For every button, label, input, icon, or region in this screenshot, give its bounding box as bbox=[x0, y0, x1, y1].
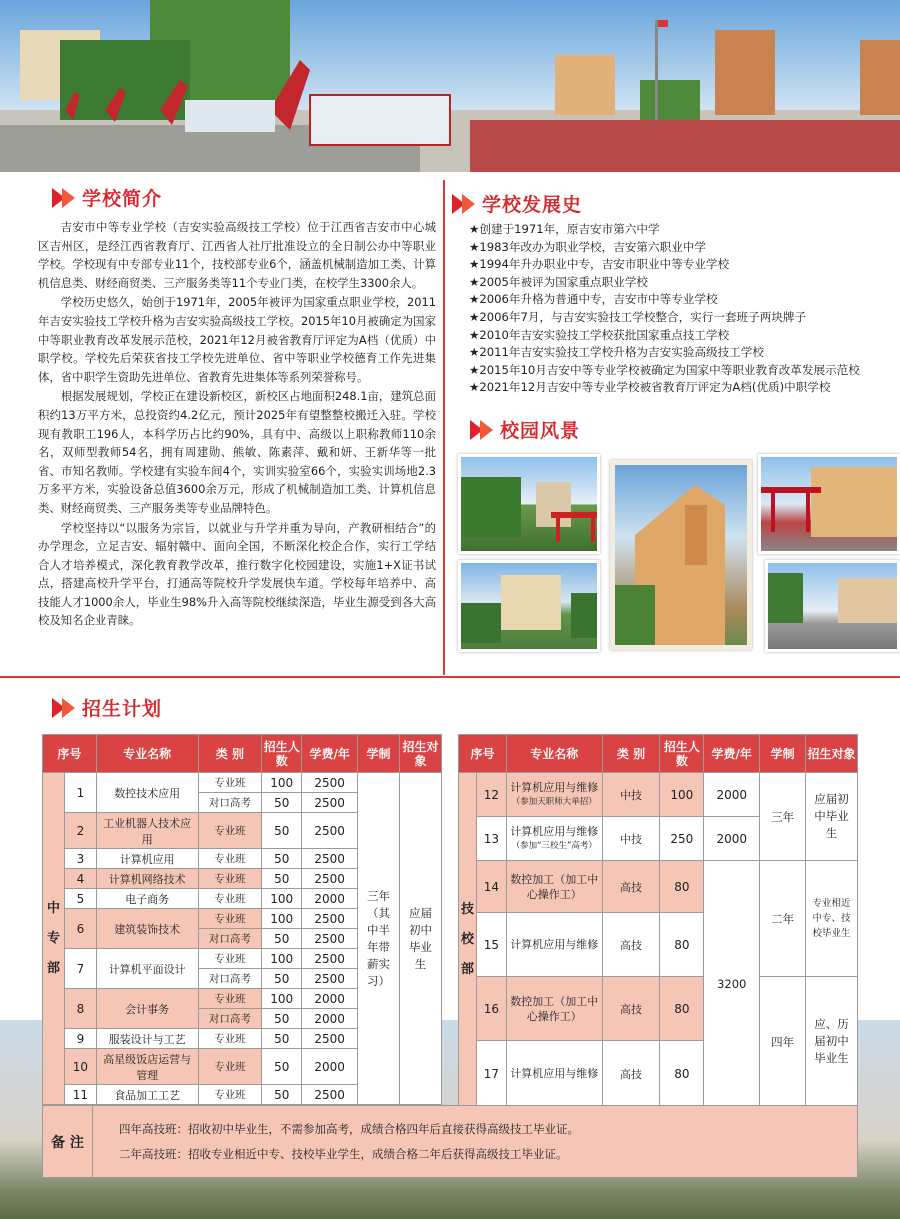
class-type: 专业班 bbox=[198, 1029, 262, 1049]
class-type: 高技 bbox=[602, 1041, 660, 1107]
major-name: 计算机平面设计 bbox=[96, 949, 198, 989]
major-title: 数控加工（加工中心操作工） bbox=[510, 872, 599, 901]
table-row bbox=[459, 773, 858, 817]
row-number: 17 bbox=[476, 1041, 506, 1107]
class-type: 专业班 bbox=[198, 1049, 262, 1085]
tuition-fee: 2500 bbox=[302, 929, 358, 949]
enroll-section-header bbox=[52, 694, 162, 721]
major-name bbox=[506, 1041, 602, 1107]
notes-label: 备 注 bbox=[43, 1106, 93, 1177]
tuition-fee: 3200 bbox=[704, 861, 760, 1107]
division-char: 校 bbox=[460, 931, 474, 947]
row-number: 12 bbox=[476, 773, 506, 817]
row-number: 4 bbox=[64, 869, 96, 889]
class-type: 中技 bbox=[602, 817, 660, 861]
row-number: 7 bbox=[64, 949, 96, 989]
major-name bbox=[506, 861, 602, 913]
enroll-target: 专业相近中专、技校毕业生 bbox=[806, 861, 858, 977]
campus-photo bbox=[610, 460, 752, 650]
class-type: 高技 bbox=[602, 861, 660, 913]
major-name: 服装设计与工艺 bbox=[96, 1029, 198, 1049]
major-name: 工业机器人技术应用 bbox=[96, 813, 198, 849]
major-note: （参加“三校生”高考） bbox=[511, 840, 597, 851]
col-header-count: 招生人数 bbox=[262, 735, 302, 773]
program-years: 三年 bbox=[760, 773, 806, 861]
major-name bbox=[506, 817, 602, 861]
enroll-count: 50 bbox=[262, 793, 302, 813]
campus-section-header bbox=[470, 416, 580, 443]
class-type: 专业班 bbox=[198, 813, 262, 849]
enroll-count: 80 bbox=[660, 1041, 704, 1107]
technical-enrollment-table bbox=[458, 734, 858, 1107]
division-char: 部 bbox=[46, 960, 60, 976]
row-number: 9 bbox=[64, 1029, 96, 1049]
tuition-fee: 2500 bbox=[302, 1085, 358, 1105]
major-name bbox=[506, 913, 602, 977]
tuition-fee: 2500 bbox=[302, 813, 358, 849]
history-section-header bbox=[452, 190, 582, 217]
major-title: 计算机应用与维修 bbox=[510, 824, 599, 838]
enroll-count: 50 bbox=[262, 929, 302, 949]
notes-line: 四年高技班：招收初中毕业生，不需参加高考，成绩合格四年后直接获得高级技工毕业证。 bbox=[119, 1122, 579, 1136]
row-number: 1 bbox=[64, 773, 96, 813]
tuition-fee: 2000 bbox=[704, 773, 760, 817]
col-header-years: 学制 bbox=[760, 735, 806, 773]
row-number: 6 bbox=[64, 909, 96, 949]
row-number: 15 bbox=[476, 913, 506, 977]
history-item: ★创建于1971年，原吉安市第六中学 bbox=[469, 222, 660, 236]
major-title: 计算机应用与维修 bbox=[510, 1067, 599, 1080]
class-type: 对口高考 bbox=[198, 793, 262, 813]
history-item: ★2006年升格为普通中专，吉安市中等专业学校 bbox=[469, 292, 718, 307]
intro-text bbox=[38, 218, 436, 631]
enroll-count: 50 bbox=[262, 969, 302, 989]
history-item: ★2021年12月吉安中等专业学校被省教育厅评定为A档(优质)中职学校 bbox=[469, 380, 831, 395]
enroll-target: 应、历届初中毕业生 bbox=[806, 977, 858, 1107]
class-type: 高技 bbox=[602, 913, 660, 977]
class-type: 专业班 bbox=[198, 1085, 262, 1105]
history-item: ★1994年升办职业中专，吉安市职业中等专业学校 bbox=[469, 257, 730, 272]
intro-paragraph: 根据发展规划，学校正在建设新校区，新校区占地面积248.1亩，建筑总面积约13万平方米，总投资约4.2亿元，预计2025年有望整整校搬迁入驻。学校现有教职工196人，本科学历占比约90%，具有中、高级以上职称教师110余名，双师型教师54名，拥有周建勋、熊敏、陈素萍、戴和妍、王新华等一批省、市知名教师。学校建有实验车间4个，实训实验室66个，实验实训场地2.3万多平方米，实验设备总值3600余万元，形成了机械制造加工类、计算机信息类、财经商贸类、三产服务类等专业品牌特色。 bbox=[38, 389, 436, 515]
intro-paragraph: 吉安市中等专业学校（吉安实验高级技工学校）位于江西省吉安市中心城区吉州区，是经江西省教育厅、江西省人社厅批准设立的全日制公办中等职业学校。学校现有中专部专业11个，技校部专业6个，涵盖机械制造加工类、计算机信息类、财经商贸类、三产服务类等11个专业门类，在校学生3300余人。 bbox=[38, 220, 436, 290]
class-type: 专业班 bbox=[198, 949, 262, 969]
enroll-count: 50 bbox=[262, 869, 302, 889]
intro-paragraph: 学校历史悠久，始创于1971年，2005年被评为国家重点职业学校，2011年吉安实验技工学校升格为吉安实验高级技工学校。2015年10月被确定为国家中等职业教育改革发展示范校，2021年12月被省教育厅评定为A档（优质）中职学校。学校先后荣获省技工学校先进单位、省中等职业学校德育工作先进集体，省中职学生资助先进单位、省教育先进集体等系列荣誉称号。 bbox=[38, 295, 436, 384]
enroll-count: 100 bbox=[660, 773, 704, 817]
tuition-fee: 2500 bbox=[302, 1029, 358, 1049]
major-title: 计算机应用与维修 bbox=[510, 780, 599, 794]
division-char: 技 bbox=[460, 901, 474, 917]
enroll-count: 80 bbox=[660, 977, 704, 1041]
major-name: 高星级饭店运营与管理 bbox=[96, 1049, 198, 1085]
row-number: 3 bbox=[64, 849, 96, 869]
division-char: 部 bbox=[460, 961, 474, 977]
campus-title: 校园风景 bbox=[500, 420, 581, 442]
section-divider bbox=[0, 676, 900, 678]
major-title: 数控加工（加工中心操作工） bbox=[510, 994, 599, 1023]
major-name: 计算机应用 bbox=[96, 849, 198, 869]
class-type: 专业班 bbox=[198, 889, 262, 909]
campus-photo bbox=[758, 454, 900, 554]
division-char: 专 bbox=[46, 930, 60, 946]
major-name: 建筑装饰技术 bbox=[96, 909, 198, 949]
tuition-fee: 2000 bbox=[302, 889, 358, 909]
class-type: 专业班 bbox=[198, 849, 262, 869]
banner-divider bbox=[0, 172, 900, 180]
class-type: 专业班 bbox=[198, 989, 262, 1009]
tuition-fee: 2000 bbox=[302, 989, 358, 1009]
major-name: 食品加工工艺 bbox=[96, 1085, 198, 1105]
major-name: 计算机网络技术 bbox=[96, 869, 198, 889]
history-item: ★2011年吉安实验技工学校升格为吉安实验高级技工学校 bbox=[469, 345, 764, 360]
row-number: 16 bbox=[476, 977, 506, 1041]
row-number: 2 bbox=[64, 813, 96, 849]
program-years: 三年（其中半年带薪实习） bbox=[358, 773, 400, 1105]
row-number: 5 bbox=[64, 889, 96, 909]
enroll-count: 80 bbox=[660, 861, 704, 913]
enroll-count: 50 bbox=[262, 1049, 302, 1085]
tuition-fee: 2000 bbox=[302, 1009, 358, 1029]
col-header-major: 专业名称 bbox=[506, 735, 602, 773]
class-type: 中技 bbox=[602, 773, 660, 817]
program-years: 二年 bbox=[760, 861, 806, 977]
row-number: 8 bbox=[64, 989, 96, 1029]
campus-photo bbox=[458, 454, 600, 554]
division-char: 中 bbox=[46, 900, 60, 916]
major-name bbox=[506, 773, 602, 817]
row-number: 10 bbox=[64, 1049, 96, 1085]
col-header-fee: 学费/年 bbox=[302, 735, 358, 773]
col-header-type: 类 别 bbox=[602, 735, 660, 773]
class-type: 专业班 bbox=[198, 869, 262, 889]
col-header-years: 学制 bbox=[358, 735, 400, 773]
notes-box bbox=[42, 1105, 858, 1178]
major-name bbox=[506, 977, 602, 1041]
enroll-count: 250 bbox=[660, 817, 704, 861]
tuition-fee: 2500 bbox=[302, 949, 358, 969]
history-item: ★2015年10月吉安中等专业学校被确定为国家中等职业教育改革发展示范校 bbox=[469, 362, 860, 377]
enroll-target: 应届初中毕业生 bbox=[806, 773, 858, 861]
table-row bbox=[43, 773, 442, 793]
history-list bbox=[469, 221, 899, 397]
history-title: 学校发展史 bbox=[482, 194, 583, 216]
col-header-type: 类 别 bbox=[198, 735, 262, 773]
enroll-count: 80 bbox=[660, 913, 704, 977]
history-item: ★1983年改办为职业学校，吉安第六职业中学 bbox=[469, 239, 706, 254]
enroll-count: 100 bbox=[262, 889, 302, 909]
enroll-count: 100 bbox=[262, 949, 302, 969]
program-years: 四年 bbox=[760, 977, 806, 1107]
enroll-count: 100 bbox=[262, 989, 302, 1009]
enroll-count: 50 bbox=[262, 849, 302, 869]
tuition-fee: 2000 bbox=[704, 817, 760, 861]
tuition-fee: 2500 bbox=[302, 969, 358, 989]
row-number: 14 bbox=[476, 861, 506, 913]
enroll-title: 招生计划 bbox=[82, 698, 163, 720]
row-number: 11 bbox=[64, 1085, 96, 1105]
class-type: 专业班 bbox=[198, 909, 262, 929]
enroll-count: 100 bbox=[262, 773, 302, 793]
tuition-fee: 2000 bbox=[302, 1049, 358, 1085]
division-cell bbox=[43, 773, 65, 1105]
col-header-target: 招生对象 bbox=[400, 735, 442, 773]
class-type: 对口高考 bbox=[198, 969, 262, 989]
table-row bbox=[459, 861, 858, 913]
major-title: 计算机应用与维修 bbox=[510, 938, 599, 951]
tuition-fee: 2500 bbox=[302, 773, 358, 793]
division-cell bbox=[459, 773, 477, 1107]
tuition-fee: 2500 bbox=[302, 849, 358, 869]
tuition-fee: 2500 bbox=[302, 869, 358, 889]
tuition-fee: 2500 bbox=[302, 793, 358, 813]
history-item: ★2005年被评为国家重点职业学校 bbox=[469, 274, 649, 289]
class-type: 高技 bbox=[602, 977, 660, 1041]
enroll-count: 50 bbox=[262, 1009, 302, 1029]
campus-photo bbox=[765, 560, 900, 652]
intro-paragraph: 学校坚持以“以服务为宗旨，以就业与升学并重为导向，产教研相结合”的办学理念，立足吉安、辐射赣中、面向全国，不断深化校企合作，实行工学结合人才培养模式，深化教育教学改革，推行数字化校园建设，实施1+X证书试点，搭建高校升学平台，打通高等院校升学发展快车道。学校每年培养中、高技能人才1000余人，毕业生98%升入高等院校继续深造，毕业生源受到各大高校及知名企业青睐。 bbox=[38, 520, 436, 628]
enroll-count: 100 bbox=[262, 909, 302, 929]
enroll-count: 50 bbox=[262, 1085, 302, 1105]
col-header-count: 招生人数 bbox=[660, 735, 704, 773]
class-type: 专业班 bbox=[198, 773, 262, 793]
history-item: ★2006年7月，与吉安实验技工学校整合，实行一套班子两块牌子 bbox=[469, 309, 807, 324]
enroll-target: 应届初中毕业生 bbox=[400, 773, 442, 1105]
secondary-enrollment-table bbox=[42, 734, 442, 1105]
class-type: 对口高考 bbox=[198, 929, 262, 949]
notes-line: 二年高技班：招收专业相近中专、技校毕业学生，成绩合格二年后获得高级技工毕业证。 bbox=[119, 1147, 568, 1161]
column-divider bbox=[443, 180, 445, 675]
enroll-count: 50 bbox=[262, 1029, 302, 1049]
col-header-target: 招生对象 bbox=[806, 735, 858, 773]
campus-banner-photo bbox=[0, 0, 900, 172]
major-name: 电子商务 bbox=[96, 889, 198, 909]
major-name: 会计事务 bbox=[96, 989, 198, 1029]
col-header-major: 专业名称 bbox=[96, 735, 198, 773]
class-type: 对口高考 bbox=[198, 1009, 262, 1029]
col-header-fee: 学费/年 bbox=[704, 735, 760, 773]
intro-title: 学校简介 bbox=[82, 188, 163, 210]
enroll-count: 50 bbox=[262, 813, 302, 849]
intro-section-header bbox=[52, 184, 162, 211]
col-header-no: 序号 bbox=[459, 735, 507, 773]
table-row bbox=[459, 977, 858, 1041]
major-note: （参加天职师大单招） bbox=[511, 796, 597, 807]
major-name: 数控技术应用 bbox=[96, 773, 198, 813]
tuition-fee: 2500 bbox=[302, 909, 358, 929]
col-header-no: 序号 bbox=[43, 735, 97, 773]
history-item: ★2010年吉安实验技工学校获批国家重点技工学校 bbox=[469, 327, 730, 342]
campus-photo bbox=[458, 560, 600, 652]
row-number: 13 bbox=[476, 817, 506, 861]
